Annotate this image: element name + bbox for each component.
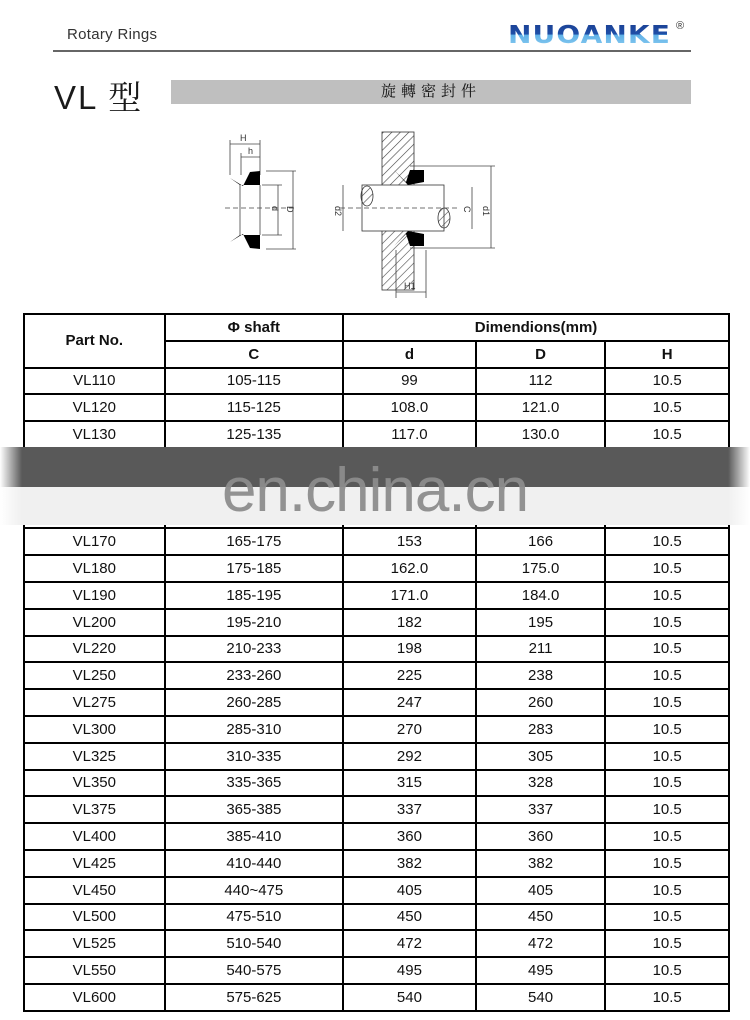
cell-d: 270	[343, 716, 476, 743]
cell-part-no: VL110	[24, 368, 165, 395]
cell-shaft-c: 575-625	[165, 984, 344, 1011]
cell-H: 10.5	[605, 930, 729, 957]
table-row	[24, 689, 729, 716]
svg-text:h: h	[248, 146, 254, 156]
cell-H: 10.5	[605, 850, 729, 877]
svg-text:d1: d1	[481, 206, 491, 217]
cell-D: 405	[476, 877, 606, 904]
table-row	[24, 394, 729, 421]
cell-H: 10.5	[605, 555, 729, 582]
cell-D: 283	[476, 716, 606, 743]
cell-H: 10.5	[605, 823, 729, 850]
cell-part-no: VL500	[24, 904, 165, 931]
table-row	[24, 582, 729, 609]
cell-d: 108.0	[343, 394, 476, 421]
cell-d: 337	[343, 796, 476, 823]
cell-shaft-c: 510-540	[165, 930, 344, 957]
watermark-text: en.china.cn	[221, 456, 529, 525]
cell-shaft-c: 185-195	[165, 582, 344, 609]
cell-d: 495	[343, 957, 476, 984]
cell-part-no: VL220	[24, 636, 165, 663]
cell-part-no: VL425	[24, 850, 165, 877]
cell-shaft-c: 540-575	[165, 957, 344, 984]
cell-part-no: VL275	[24, 689, 165, 716]
table-row	[24, 904, 729, 931]
cell-d: 99	[343, 368, 476, 395]
cell-d: 382	[343, 850, 476, 877]
cell-d: 450	[343, 904, 476, 931]
cell-H: 10.5	[605, 743, 729, 770]
cell-shaft-c: 210-233	[165, 636, 344, 663]
header-dimensions-group: Dimendions(mm)	[343, 314, 729, 341]
cell-D: 382	[476, 850, 606, 877]
cell-d: 472	[343, 930, 476, 957]
svg-text:d: d	[270, 206, 280, 212]
cell-shaft-c: 175-185	[165, 555, 344, 582]
cell-D: 121.0	[476, 394, 606, 421]
cell-part-no: VL525	[24, 930, 165, 957]
table-row	[24, 770, 729, 797]
cell-shaft-c: 365-385	[165, 796, 344, 823]
cell-D: 360	[476, 823, 606, 850]
cell-d: 171.0	[343, 582, 476, 609]
table-row	[24, 796, 729, 823]
cell-d: 292	[343, 743, 476, 770]
cell-d: 405	[343, 877, 476, 904]
table-row	[24, 930, 729, 957]
cell-D: 130.0	[476, 421, 606, 448]
cell-part-no: VL200	[24, 609, 165, 636]
cell-part-no: VL190	[24, 582, 165, 609]
table-row	[24, 609, 729, 636]
table-row	[24, 877, 729, 904]
table-row	[24, 555, 729, 582]
seal-diagram	[200, 120, 520, 305]
cell-H: 10.5	[605, 716, 729, 743]
cell-D: 184.0	[476, 582, 606, 609]
cell-part-no: VL375	[24, 796, 165, 823]
cell-D: 211	[476, 636, 606, 663]
cell-shaft-c: 310-335	[165, 743, 344, 770]
cell-H: 10.5	[605, 984, 729, 1011]
cell-d: 153	[343, 528, 476, 555]
cell-shaft-c: 440~475	[165, 877, 344, 904]
table-row	[24, 421, 729, 448]
cell-part-no: VL170	[24, 528, 165, 555]
cell-H: 10.5	[605, 421, 729, 448]
cell-d: 117.0	[343, 421, 476, 448]
header-d-large: D	[476, 341, 606, 368]
subtitle-band: 旋轉密封件	[171, 80, 691, 104]
watermark-band	[0, 447, 750, 525]
cell-part-no: VL180	[24, 555, 165, 582]
cell-D: 166	[476, 528, 606, 555]
dimension-table	[23, 313, 730, 1012]
ring-section-view	[225, 133, 296, 249]
cell-D: 195	[476, 609, 606, 636]
cell-H: 10.5	[605, 689, 729, 716]
cell-shaft-c: 125-135	[165, 421, 344, 448]
svg-text:C: C	[462, 206, 472, 213]
cell-part-no: VL120	[24, 394, 165, 421]
cell-H: 10.5	[605, 368, 729, 395]
cell-H: 10.5	[605, 528, 729, 555]
table-row	[24, 984, 729, 1011]
cell-D: 540	[476, 984, 606, 1011]
header-rule	[53, 50, 691, 52]
cell-D: 260	[476, 689, 606, 716]
cell-shaft-c: 115-125	[165, 394, 344, 421]
cell-part-no: VL400	[24, 823, 165, 850]
cell-part-no: VL325	[24, 743, 165, 770]
model-title: VL 型	[54, 79, 144, 116]
table-row	[24, 957, 729, 984]
cell-H: 10.5	[605, 394, 729, 421]
cell-H: 10.5	[605, 796, 729, 823]
cell-d: 198	[343, 636, 476, 663]
cell-D: 112	[476, 368, 606, 395]
registered-mark: ®	[676, 20, 685, 32]
cell-shaft-c: 385-410	[165, 823, 344, 850]
cell-part-no: VL130	[24, 421, 165, 448]
cell-part-no: VL550	[24, 957, 165, 984]
cell-shaft-c: 335-365	[165, 770, 344, 797]
table-row	[24, 662, 729, 689]
cell-H: 10.5	[605, 609, 729, 636]
installed-view	[333, 132, 495, 298]
table-row	[24, 823, 729, 850]
cell-d: 315	[343, 770, 476, 797]
cell-D: 472	[476, 930, 606, 957]
cell-part-no: VL600	[24, 984, 165, 1011]
cell-H: 10.5	[605, 904, 729, 931]
cell-D: 175.0	[476, 555, 606, 582]
header-part-no: Part No.	[24, 314, 165, 368]
cell-part-no: VL450	[24, 877, 165, 904]
svg-text:H1: H1	[404, 281, 416, 291]
header-d-small: d	[343, 341, 476, 368]
cell-H: 10.5	[605, 662, 729, 689]
svg-text:H: H	[240, 133, 247, 143]
cell-part-no: VL250	[24, 662, 165, 689]
cell-D: 495	[476, 957, 606, 984]
cell-H: 10.5	[605, 877, 729, 904]
cell-shaft-c: 285-310	[165, 716, 344, 743]
cell-shaft-c: 165-175	[165, 528, 344, 555]
table-row	[24, 368, 729, 395]
header-c: C	[165, 341, 344, 368]
header-h: H	[605, 341, 729, 368]
cell-H: 10.5	[605, 957, 729, 984]
cell-d: 360	[343, 823, 476, 850]
table-row	[24, 716, 729, 743]
cell-part-no: VL350	[24, 770, 165, 797]
cell-d: 540	[343, 984, 476, 1011]
cell-D: 238	[476, 662, 606, 689]
cell-shaft-c: 260-285	[165, 689, 344, 716]
cell-d: 182	[343, 609, 476, 636]
brand-logo: NUOANKE	[508, 20, 671, 49]
cell-D: 305	[476, 743, 606, 770]
cell-shaft-c: 195-210	[165, 609, 344, 636]
cell-d: 247	[343, 689, 476, 716]
svg-text:D: D	[285, 206, 295, 213]
svg-text:d2: d2	[333, 206, 343, 217]
section-label: Rotary Rings	[67, 26, 158, 43]
table-row	[24, 743, 729, 770]
cell-D: 328	[476, 770, 606, 797]
header-shaft-group: Φ shaft	[165, 314, 344, 341]
cell-part-no: VL300	[24, 716, 165, 743]
cell-H: 10.5	[605, 636, 729, 663]
cell-H: 10.5	[605, 770, 729, 797]
cell-shaft-c: 410-440	[165, 850, 344, 877]
cell-d: 162.0	[343, 555, 476, 582]
cell-shaft-c: 105-115	[165, 368, 344, 395]
cell-shaft-c: 475-510	[165, 904, 344, 931]
cell-d: 225	[343, 662, 476, 689]
cell-shaft-c: 233-260	[165, 662, 344, 689]
table-row	[24, 636, 729, 663]
cell-D: 450	[476, 904, 606, 931]
table-row	[24, 850, 729, 877]
cell-D: 337	[476, 796, 606, 823]
table-row	[24, 528, 729, 555]
cell-H: 10.5	[605, 582, 729, 609]
